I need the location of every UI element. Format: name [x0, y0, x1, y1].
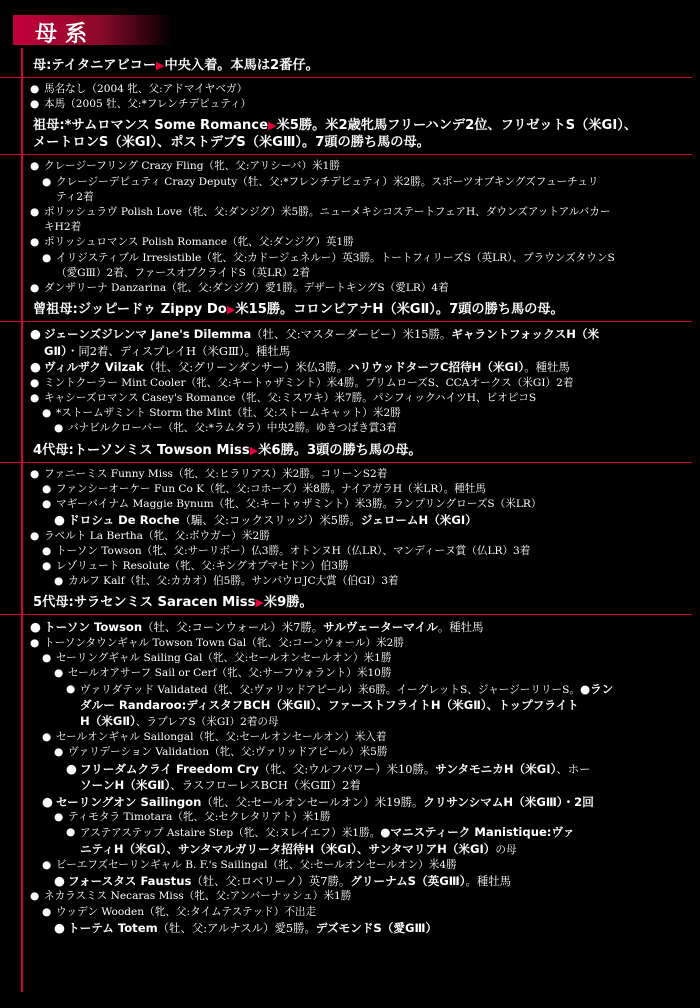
divider	[0, 614, 692, 615]
bullet-icon: ●	[54, 512, 65, 528]
list-item: ● トーソン Towson（牡、父:コーンウォール）米7勝。サルヴェーターマイル。種牡馬	[30, 619, 484, 635]
bullet-icon: ●	[42, 793, 53, 809]
bullet-icon: ●	[30, 83, 40, 95]
bullet-icon: ●	[30, 376, 40, 389]
bullet-icon: ●	[54, 811, 64, 824]
list-item: ● クレージーフリング Crazy Fling（牝、父:アリシーバ）米1勝	[30, 159, 692, 174]
list-item: ● ネカラスミス Necaras Miss（牝、父:アンバーナッシュ）米1勝	[30, 889, 692, 904]
bullet-icon: ●	[42, 560, 52, 573]
list-item: ● セーリングオン Sailingon（牝、父:セールオンセールオン）米19勝。クリサンシマムH（米GⅢ）・2回	[42, 793, 594, 809]
list-item: ● セールオアサーフ Sail or Cerf（牝、父:サーフウォラント）米10勝	[30, 666, 692, 681]
bullet-icon: ●	[30, 890, 40, 903]
list-item: ● ビーエフズセーリンギャル B. F.'s Sailingal（牝、父:セールオンセールオン）米4勝	[30, 858, 692, 873]
list-item: ● ファンシーオーケー Fun Co K（牝、父:コホーズ）米8勝。ナイアガラH（米LR）。種牡馬	[30, 482, 692, 497]
arrow-icon: ▶	[249, 443, 259, 457]
bullet-icon: ●	[30, 236, 40, 249]
list-item: ● ヴァリダテッド Validated（牝、父:ヴァリッドアピール）米6勝。イーグレットS、ジャージーリリーS。●ラン ダルー Randaroo:ディスタフBCH（米GⅡ）、ファーストフライトH（米GⅡ）、トップフライト H（米GⅡ）、ラブレアS（米GⅠ）2着の母	[66, 681, 614, 728]
list-item: ● フリーダムクライ Freedom Cry（牝、父:ウルフパワー）米10勝。サンタモニカH（米GⅠ）、ホー ソーンH（米GⅡ）、ラスフローレスBCH（米GⅢ）2着	[66, 760, 591, 793]
list-item: ● バナビルクローバー（牝、父:*ラムタラ）中央2勝。ゆきつばき賞3着	[30, 421, 692, 436]
bullet-icon: ●	[66, 826, 76, 839]
section-heading: 曾祖母:ジッピードゥ Zippy Do▶米15勝。コロンビアナH（米GⅡ）。7頭の勝ち馬の母。	[33, 302, 564, 318]
bullet-icon: ●	[54, 422, 64, 435]
section-heading: 祖母:*サムロマンス Some Romance▶米5勝。米2歳牝馬フリーハンデ2位、フリゼットS（米GⅠ）、 メートロンS（米GⅠ）、ポストデブS（米GⅢ）。7頭の勝ち馬の母。	[33, 118, 638, 151]
list-item: ● カルフ Kalf（牡、父:カカオ）伯5勝。サンパウロJC大賞（伯GⅠ）3着	[30, 574, 692, 589]
section-5th-dam	[30, 594, 692, 936]
list-item: ● ミントクーラー Mint Cooler（牝、父:キートゥザミント）米4勝。プリムローズS、CCAオークス（米GⅠ）2着	[30, 376, 692, 391]
list-item: ● ウッデン Wooden（牝、父:タイムテステッド）不出走	[30, 905, 692, 920]
bullet-icon: ●	[42, 905, 52, 918]
bullet-icon: ●	[42, 407, 52, 420]
list-item: ● イリジスティブル Irresistible（牝、父:カドージェネルー）英3勝。トートフィリーズS（英LR）、ブラウンズタウンS （愛GⅢ）2着、ファースオブクライドS（英LR）2着	[42, 251, 615, 279]
list-item: ● ダンザリーナ Danzarina（牝、父:ダンジグ）愛1勝。デザートキングS（愛LR）4着	[30, 281, 692, 296]
bullet-icon: ●	[42, 858, 52, 871]
bullet-icon: ●	[30, 636, 40, 649]
section-dam	[30, 57, 692, 112]
divider	[0, 462, 692, 463]
section-granddam	[30, 117, 692, 296]
section-heading: 5代母:サラセンミス Saracen Miss▶米9勝。	[33, 595, 313, 611]
section-4th-dam	[30, 442, 692, 590]
list-item: ● キャシーズロマンス Casey's Romance（牝、父:ミスワキ）米7勝。パシフィックハイツH、ビオピコS	[30, 391, 692, 406]
section-heading: 母:テイタニアビコー▶中央入着。本馬は2番仔。	[33, 58, 319, 73]
bullet-icon: ●	[30, 326, 41, 342]
bullet-icon: ●	[54, 872, 65, 888]
bullet-icon: ●	[66, 760, 77, 776]
list-item: ● ヴァリデーション Validation（牝、父:ヴァリッドアピール）米5勝	[30, 745, 692, 760]
list-item: ● トーソンタウンギャル Towson Town Gal（牝、父:コーンウォール）米2勝	[30, 636, 692, 651]
list-item: ● 馬名なし（2004 牝、父:アドマイヤベガ）	[30, 82, 692, 97]
arrow-icon: ▶	[226, 303, 236, 317]
list-item: ● ティモタラ Timotara（牝、父:セクレタリアト）米1勝	[30, 810, 692, 825]
bullet-icon: ●	[66, 682, 76, 695]
arrow-icon: ▶	[156, 59, 165, 72]
bullet-icon: ●	[54, 575, 64, 588]
list-item: ● トーテム Totem（牡、父:アルナスル）愛5勝。デズモンドS（愛GⅢ）	[54, 919, 438, 935]
bullet-icon: ●	[42, 251, 52, 264]
list-item: ● トーソン Towson（牝、父:サーリボー）仏3勝。オトンヌH（仏LR）、マンディーヌ賞（仏LR）3着	[30, 544, 692, 559]
section-header	[13, 15, 173, 45]
bullet-icon: ●	[42, 482, 52, 495]
bullet-icon: ●	[54, 667, 64, 680]
list-item: ● マギーバイナム Maggie Bynum（牝、父:キートゥザミント）米3勝。ランプリングローズS（米LR）	[30, 497, 692, 512]
arrow-icon: ▶	[255, 596, 264, 610]
bullet-icon: ●	[30, 98, 40, 111]
bullet-icon: ●	[30, 619, 41, 635]
content	[30, 52, 692, 936]
divider	[0, 77, 692, 78]
bullet-icon: ●	[42, 544, 52, 557]
list-item: ● フォースタス Faustus（牡、父:ロベリーノ）英7勝。グリーナムS（英GⅢ）。種牡馬	[54, 872, 512, 888]
left-accent-line	[21, 48, 23, 992]
bullet-icon: ●	[42, 175, 52, 188]
list-item: ● ヴィルザク Vilzak（牡、父:グリーンダンサー）米仏3勝。ハリウッドターフC招待H（米GⅠ）。種牡馬	[30, 359, 570, 375]
list-item: ● ジェーンズジレンマ Jane's Dilemma（牡、父:マスターダービー）米15勝。ギャラントフォックスH（米 GⅡ）・同2着、ディスプレイH（米GⅢ）。種牡馬	[30, 326, 600, 358]
list-item: ● アステアステップ Astaire Step（牝、父:ヌレイエフ）米1勝。●マニスティーク Manistique:ヴァ ニティH（米GⅠ）、サンタマルガリータ招待H（米GⅠ）、サンタマリアH（米GⅠ）の母	[66, 825, 575, 856]
bullet-icon: ●	[42, 497, 52, 510]
bullet-icon: ●	[54, 919, 65, 935]
list-item: ● ポリッシュラヴ Polish Love（牝、父:ダンジグ）米5勝。ニューメキシコステートフェアH、ダウンズアットアルバカー キH2着	[30, 206, 611, 234]
bullet-icon: ●	[54, 746, 64, 759]
list-item: ● ドロシュ De Roche（騸、父:コックスリッジ）米5勝。ジェロームH（米GⅠ）	[54, 512, 477, 528]
divider	[0, 154, 692, 155]
header-title: 母系	[35, 22, 96, 47]
bullet-icon: ●	[30, 206, 40, 219]
list-item: ● ポリッシュロマンス Polish Romance（牝、父:ダンジグ）英1勝	[30, 235, 692, 250]
section-heading: 4代母:トーソンミス Towson Miss▶米6勝。3頭の勝ち馬の母。	[33, 442, 422, 458]
list-item: ● *ストームザミント Storm the Mint（牡、父:ストームキャット）米2勝	[30, 406, 692, 421]
bullet-icon: ●	[30, 529, 40, 542]
list-item: ● 本馬（2005 牡、父:*フレンチデピュティ）	[30, 97, 692, 112]
bullet-icon: ●	[30, 282, 40, 295]
list-item: ● レゾリュート Resolute（牝、父:キングオブマセドン）伯3勝	[30, 559, 692, 574]
list-item: ● クレージーデピュティ Crazy Deputy（牡、父:*フレンチデピュティ）米2勝。スポーツオブキングズフューチュリ ティ2着	[42, 175, 599, 203]
bullet-icon: ●	[30, 467, 40, 480]
list-item: ● ファニーミス Funny Miss（牝、父:ヒラリアス）米2勝。コリーンS2着	[30, 467, 692, 482]
list-item: ● セーリングギャル Sailing Gal（牝、父:セールオンセールオン）米1勝	[30, 651, 692, 666]
bullet-icon: ●	[30, 391, 40, 404]
arrow-icon: ▶	[268, 119, 277, 133]
list-item: ● セールオンギャル Sailongal（牝、父:セールオンセールオン）米入着	[30, 730, 692, 745]
divider	[0, 321, 692, 322]
bullet-icon: ●	[30, 160, 40, 173]
list-item: ● ラベルト La Bertha（牝、父:ボウガー）米2勝	[30, 529, 692, 544]
bullet-icon: ●	[30, 359, 41, 375]
bullet-icon: ●	[42, 652, 52, 665]
bullet-icon: ●	[42, 731, 52, 744]
section-great-granddam	[30, 301, 692, 436]
